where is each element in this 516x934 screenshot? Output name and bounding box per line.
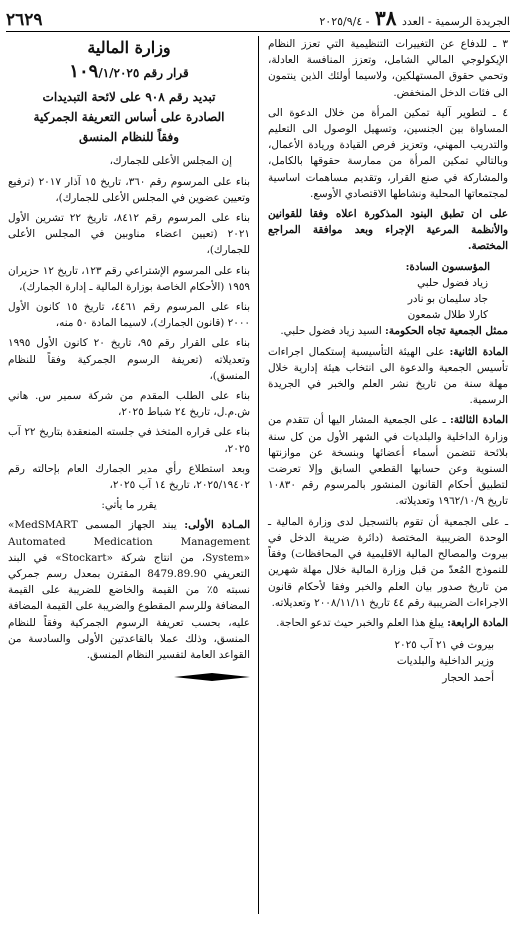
header-rule: [6, 31, 510, 32]
founders-label: المؤسسون السادة:: [405, 260, 490, 273]
column-divider: [258, 36, 259, 914]
decision-title: [8, 87, 250, 147]
founder-name: جاد سليمان بو نادر: [407, 293, 488, 306]
considerand-2: بناء على المرسوم رقم ٨٤١٢، تاريخ ٢٢ تشرين الأول ٢٠٢١ (تعيين اعضاء مناوبين في المجلس الأعلى للجمارك)،: [8, 212, 250, 257]
decision-num: ١٠٩: [69, 61, 99, 83]
considerand-8: وبعد استطلاع رأي مدير الجمارك العام بإحالته رقم ٢٠٢٥/١٩٤٠٢، تاريخ ١٤ آب ٢٠٢٥،: [8, 462, 250, 492]
signature-block: [268, 637, 508, 686]
gazette-title: [319, 6, 510, 30]
signature-name: أحمد الحجار: [442, 671, 494, 684]
ministry-heading: وزارة المالية: [87, 38, 171, 57]
article-1-text: ، من انتاج شركة: [120, 551, 206, 564]
article-4-text: يبلغ هذا العلم والخبر حيث تدعو الحاجة.: [276, 616, 444, 629]
paragraph-3: ٣ ـ للدفاع عن التغييرات التنظيمية التي تعزز النظام الإيكولوجي المالي الشامل، وتعزز المنافسة العادلة، وتحمي حقوق المستهلكين، ولاسيما أولئك الذين ينتمون الى فئات الدخل المنخفض.: [268, 38, 508, 99]
device-name-cont: Management System»: [180, 535, 250, 564]
end-of-decision-mark: [174, 673, 250, 681]
page-number: ٢٦٢٩: [6, 10, 43, 30]
government-representative: [268, 323, 508, 339]
decision-title-line: وفقاً للنظام المنسق: [78, 130, 180, 145]
founder-name: زياد فضول حلبي: [417, 276, 488, 289]
decides-line: يقرر ما يأتي:: [101, 499, 157, 512]
article-1-label: المـادة الأولى:: [184, 519, 250, 532]
article-3-registration: ـ على الجمعية أن تقوم بالتسجيل لدى وزارة المالية ـ الوحدة الضريبية المختصة (دائرة ضريبة الدخل في بيروت والمصالح المالية الاقليمية في المحافظات) وفقاً للنموذج المُعدّ من قبل وزارة المالية خلال مهلة شهرين من تاريخ صدور بيان العلم والخبر وفقا لأحكام قانون الاجراءات الضريبية رقم ٤٤ تاريخ ٢٠٠٨/١١/١١ وتعديلاته.: [268, 515, 508, 609]
manufacturer-name: «Stockart»: [55, 551, 113, 564]
representative-name: السيد زياد فضول حلبي.: [280, 325, 382, 338]
decision-title-line: الصادرة على أساس التعريفة الجمركية: [33, 110, 225, 125]
decision-title-line: تبديد رقم ٩٠٨ على لائحة التبديدات: [42, 90, 216, 105]
considerand-7: بناء على قراره المتخذ في جلسته المنعقدة بتاريخ ٢٢ آب ٢٠٢٥،: [8, 426, 250, 455]
right-column: [268, 36, 508, 686]
signature-place-date: بيروت في ٢١ آب ٢٠٢٥: [394, 639, 494, 652]
decision-prefix: قرار رقم: [143, 66, 189, 81]
article-3: [268, 412, 508, 509]
gazette-name: الجريدة الرسمية - العدد: [401, 15, 510, 28]
considerand-1: بناء على المرسوم رقم ٣٦٠، تاريخ ١٥ آذار ٢٠١٧ (ترفيع وتعيين عضوين في المجلس الأعلى للجمارك)،: [8, 175, 250, 204]
left-column: [8, 36, 250, 687]
article-1-text: يبند الجهاز المسمى: [85, 519, 177, 532]
preamble-intro: إن المجلس الأعلى للجمارك،: [109, 155, 232, 168]
article-4-label: المادة الرابعة:: [447, 616, 508, 629]
representative-label: ممثل الجمعية تجاه الحكومة:: [385, 325, 508, 338]
article-1-text: في البند التعريفي 8479.89.90 المقترن بمعدل رسم جمركي نسبته ٥٪ من القيمة والخاضع للضريبة على القيمة المضافة وللرسم المقطوع والضريبة على القيمة المضافة عليه، بحسب تعريفة الرسوم الجمركية وفقاً للنظام المنسق، وذلك عملا بالقاعدتين الأولى والسادسة من القواعد العامة لتفسير النظام المنسق.: [8, 551, 250, 662]
article-2: [268, 344, 508, 409]
issue-date: - ٢٠٢٥/٩/٤: [319, 15, 370, 28]
signature-title: وزير الداخلية والبلديات: [396, 655, 494, 668]
decision-number: [8, 61, 250, 83]
conditions-paragraph: على ان تطبق البنود المذكورة اعلاه وفقا للقوانين والأنظمة المرعية الإجراء وبعد موافقة المراجع المختصة.: [268, 208, 508, 253]
article-2-text: على الهيئة التأسيسية إستكمال اجراءات تأسيس الجمعية والدعوة الى انتخاب هيئة إدارية خلال مهلة سنة من تاريخ نشر العلم والخبر في الجريدة الرسمية.: [268, 345, 508, 407]
page-header: [6, 4, 510, 30]
article-3-text: ـ على الجمعية المشار اليها أن تتقدم من وزارة الداخلية والبلديات في الشهر الأول من كل سنة بلائحة تتضمن أسماء أعضائها وبنسخة عن موازنتها السنوية وعن حسابها القطعي السابق وإلا تعرضت لتطبيق أحكام القانون المنشور بالمرسوم رقم ١٠٨٣٠ تاريخ ١٩٦٢/١٠/٩ وتعديلاته.: [268, 414, 508, 508]
article-1: [8, 517, 250, 663]
article-4: [268, 615, 508, 631]
device-name: «MedSMART Automated Medication: [8, 519, 153, 548]
founder-name: كارلا طلال شمعون: [407, 309, 488, 322]
paragraph-4: ٤ ـ لتطوير آلية تمكين المرأة من خلال الدعوة الى المساواة بين الجنسين، وتسهيل الوصول الى التعليم والتدريب المهني، وتعزيز فرص القيادة وريادة الأعمال، وبالتالي تمكين المرأة من ممارسة حقوقها بالكامل، والمشاركة في صنع القرار، وتقديم مساهمات اساسية لمجتمعاتها المحلية ونشاطها الاقتصادي الأوسع.: [268, 106, 508, 200]
considerand-6: بناء على الطلب المقدم من شركة سمير س. هاني ش.م.ل، تاريخ ٢٤ شباط ٢٠٢٥،: [8, 390, 250, 419]
article-3-label: المادة الثالثة:: [450, 414, 508, 427]
decision-year: /١/٢٠٢٥: [98, 66, 140, 81]
considerand-5: بناء على القرار رقم ٩٥، تاريخ ٢٠ كانون الأول ١٩٩٥ وتعديلاته (تعريفة الرسوم الجمركية وفقاً للنظام المنسق)،: [8, 337, 250, 382]
founders-list: [268, 275, 508, 324]
considerand-3: بناء على المرسوم الإشتراعي رقم ١٢٣، تاريخ ١٢ حزيران ١٩٥٩ (الأحكام الخاصة بوزارة المالية ـ إدارة الجمارك)،: [8, 264, 251, 293]
issue-number: ٣٨: [374, 6, 397, 30]
article-2-label: المادة الثانية:: [449, 345, 509, 358]
considerand-4: بناء على المرسوم رقم ٤٤٦١، تاريخ ١٥ كانون الأول ٢٠٠٠ (قانون الجمارك)، لاسيما المادة ٥٠ منه،: [8, 301, 250, 330]
